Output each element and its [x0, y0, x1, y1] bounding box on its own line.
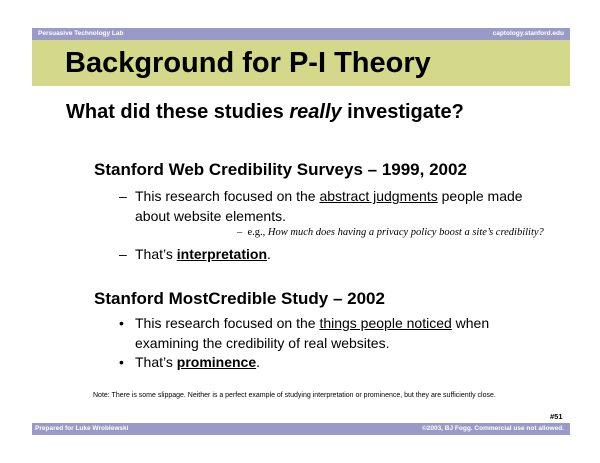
example-marker: –	[237, 227, 243, 238]
question-emphasis: really	[289, 101, 342, 123]
bullet-text-after: .	[267, 246, 271, 262]
bullet-text-before: This research focused on the	[135, 315, 320, 331]
header-lab-name: Persuasive Technology Lab	[38, 30, 124, 37]
bullet-interpretation	[119, 244, 271, 264]
underlined-phrase: things people noticed	[319, 315, 452, 331]
keyword-prominence: prominence	[176, 354, 257, 370]
footer-bar	[32, 423, 570, 435]
question-text-before: What did these studies	[66, 101, 290, 123]
example-prefix: e.g.,	[247, 227, 268, 238]
bullet-continuation: about website elements.	[135, 208, 286, 224]
bullet-text-before: That’s	[135, 246, 177, 262]
bullet-text-before: This research focused on the	[135, 188, 320, 204]
slide-title: Background for P-I Theory	[65, 47, 431, 79]
title-bar	[32, 40, 570, 86]
example-line	[237, 227, 544, 238]
bullet-marker: •	[119, 315, 124, 331]
underlined-phrase: abstract judgments	[319, 188, 438, 204]
bullet-text-after: when	[451, 315, 490, 331]
question-text-after: investigate?	[341, 101, 464, 123]
example-question: How much does having a privacy policy boost a site’s credibility?	[267, 227, 544, 238]
keyword-interpretation: interpretation	[176, 246, 267, 262]
footer-prepared-for: Prepared for Luke Wroblewski	[35, 425, 129, 432]
slide-note: Note: There is some slippage. Neither is a perfect example of studying interpretation or prominence, but they are sufficiently close.	[93, 392, 496, 399]
bullet-prominence	[119, 352, 260, 372]
section-heading-web-credibility: Stanford Web Credibility Surveys – 1999, 2002	[94, 160, 467, 179]
dash-marker: –	[119, 246, 127, 262]
header-site-url: captology.stanford.edu	[492, 30, 564, 37]
bullet-abstract-judgments	[119, 186, 523, 226]
section-heading-mostcredible: Stanford MostCredible Study – 2002	[94, 289, 385, 308]
bullet-text-after: people made	[437, 188, 523, 204]
footer-copyright: ©2003, BJ Fogg. Commercial use not allowed.	[421, 425, 564, 432]
header-bar	[32, 28, 570, 40]
slide-question	[66, 101, 464, 124]
bullet-marker: •	[119, 354, 124, 370]
bullet-things-noticed	[119, 313, 489, 353]
dash-marker: –	[119, 188, 127, 204]
bullet-text-after: .	[256, 354, 261, 370]
bullet-text-before: That’s	[135, 354, 177, 370]
page-number: #51	[550, 412, 563, 421]
bullet-continuation: examining the credibility of real websites.	[135, 335, 390, 351]
